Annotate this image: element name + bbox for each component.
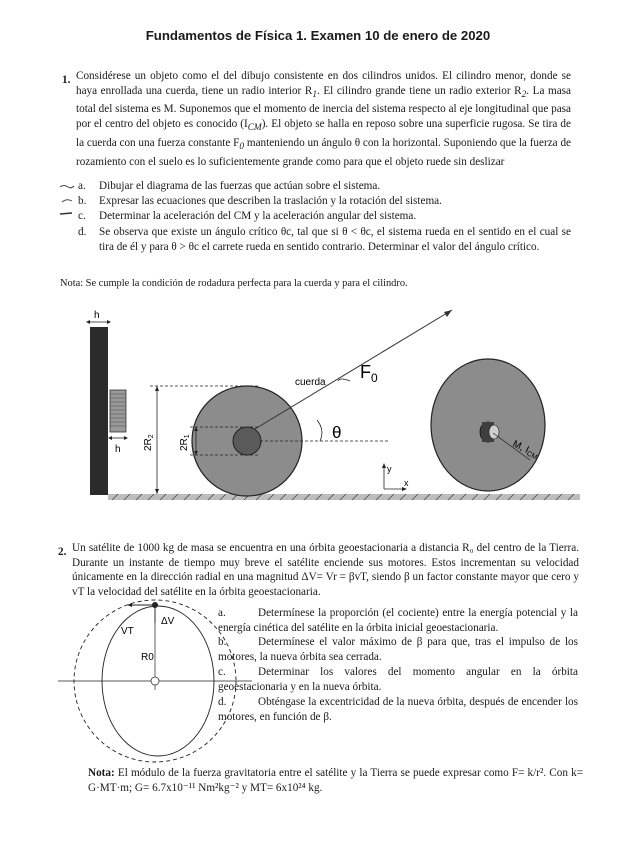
q1-note: Nota: Se cumple la condición de rodadura perfecta para la cuerda y para el cilindro.: [60, 278, 408, 289]
fig1-x-label: x: [404, 478, 409, 488]
q2-item-d-label: d.: [218, 696, 227, 708]
q1-item-d: Se observa que existe un ángulo crítico θc, tal que si θ < θc, el sistema rueda en el sentido en el cual se tira de él y para θ > θc el carrete rueda en sentido contrario. Determinar el valor del ángulo crítico.: [99, 226, 571, 253]
q2-number: 2.: [58, 546, 67, 558]
fig1-y-label: y: [387, 464, 392, 474]
q2-item-c-label: c.: [218, 666, 226, 678]
fig1-cuerda-label: cuerda: [295, 377, 326, 388]
q2-statement: Un satélite de 1000 kg de masa se encuentra en una órbita geoestacionaria a distancia R₀ del centro de la Tierra. Durante un instante de tiempo muy breve el satélite enciende sus motores. Estos incrementan su velocidad únicamente en la dirección radial en una magnitud ΔV= Vr = βvT, siendo β un factor constante mayor que cero y vT la velocidad del satélite en la órbita geoestacionaria.: [72, 542, 579, 598]
fig1-2r1-label: $2R_1$: [179, 434, 191, 451]
q2-item-b: Determínese el valor máximo de β para que, tras el impulso de los motores, la nueva órbita sea cerrada.: [218, 636, 578, 663]
q1-item-c-label: c.: [78, 210, 86, 222]
q2-item-c: Determinar los valores del momento angular en la órbita geoestacionaria y en la nueva órbita.: [218, 666, 578, 693]
fig2-vt-label: VT: [121, 626, 134, 637]
q1-item-a-label: a.: [78, 180, 86, 192]
fig2-dv-label: ΔV: [161, 616, 175, 627]
page-title: Fundamentos de Física 1. Examen 10 de enero de 2020: [145, 28, 491, 43]
fig1-2r2-label: $2R_2$: [143, 434, 155, 451]
fig1-mi-label: M, $I_{CM}$: [510, 438, 539, 462]
fig1-h-bottom: h: [115, 444, 121, 455]
fig1-theta-label: θ: [332, 423, 342, 442]
q2-item-d: Obténgase la excentricidad de la nueva órbita, después de encender los motores, en función de β.: [218, 696, 578, 723]
q2-item-b-label: b.: [218, 636, 227, 648]
q1-item-b: Expresar las ecuaciones que describen la traslación y la rotación del sistema.: [99, 195, 442, 207]
q2-item-a-label: a.: [218, 607, 226, 619]
fig1-h-top: h: [94, 310, 100, 321]
earth: [151, 677, 159, 685]
fig1-f0-label: $F_0$: [360, 362, 378, 385]
q1-item-c: Determinar la aceleración del CM y la aceleración angular del sistema.: [99, 210, 417, 222]
q1-item-b-label: b.: [78, 195, 87, 207]
q2-note: Nota: El módulo de la fuerza gravitatoria entre el satélite y la Tierra se puede expresar como F= k/r². Con k= G·MT·m; G= 6.7x10⁻¹¹ Nm²kg⁻² y MT= 6x10²⁴ kg.: [88, 767, 583, 794]
q1-item-d-label: d.: [78, 226, 87, 238]
fig2-r0-label: R0: [141, 652, 154, 663]
q1-number: 1.: [62, 74, 71, 86]
q1-item-a: Dibujar el diagrama de las fuerzas que actúan sobre el sistema.: [99, 180, 381, 192]
q2-item-a: Determínese la proporción (el cociente) entre la energía potencial y la energía cinética del satélite en la órbita inicial geoestacionaria.: [218, 607, 578, 634]
q1-statement: Considérese un objeto como el del dibujo consistente en dos cilindros unidos. El cilindro menor, donde se haya enrollada una cuerda, tiene un radio interior $R_1$. El cilindro grande tiene un radio exterior $R_2$. La masa total del sistema es M. Suponemos que el momento de inercia del sistema respecto al eje longitudinal que pasa por el centro del objeto es conocido $(I_{CM})$. El objeto se halla en reposo sobre una superficie rugosa. Se tira de la cuerda con una fuerza constante $F_0$ manteniendo un ángulo θ con la horizontal. Suponiendo que la fuerza de rozamiento con el suelo es lo suficientemente grande como para que el objeto ruede sin deslizar: [76, 70, 572, 168]
